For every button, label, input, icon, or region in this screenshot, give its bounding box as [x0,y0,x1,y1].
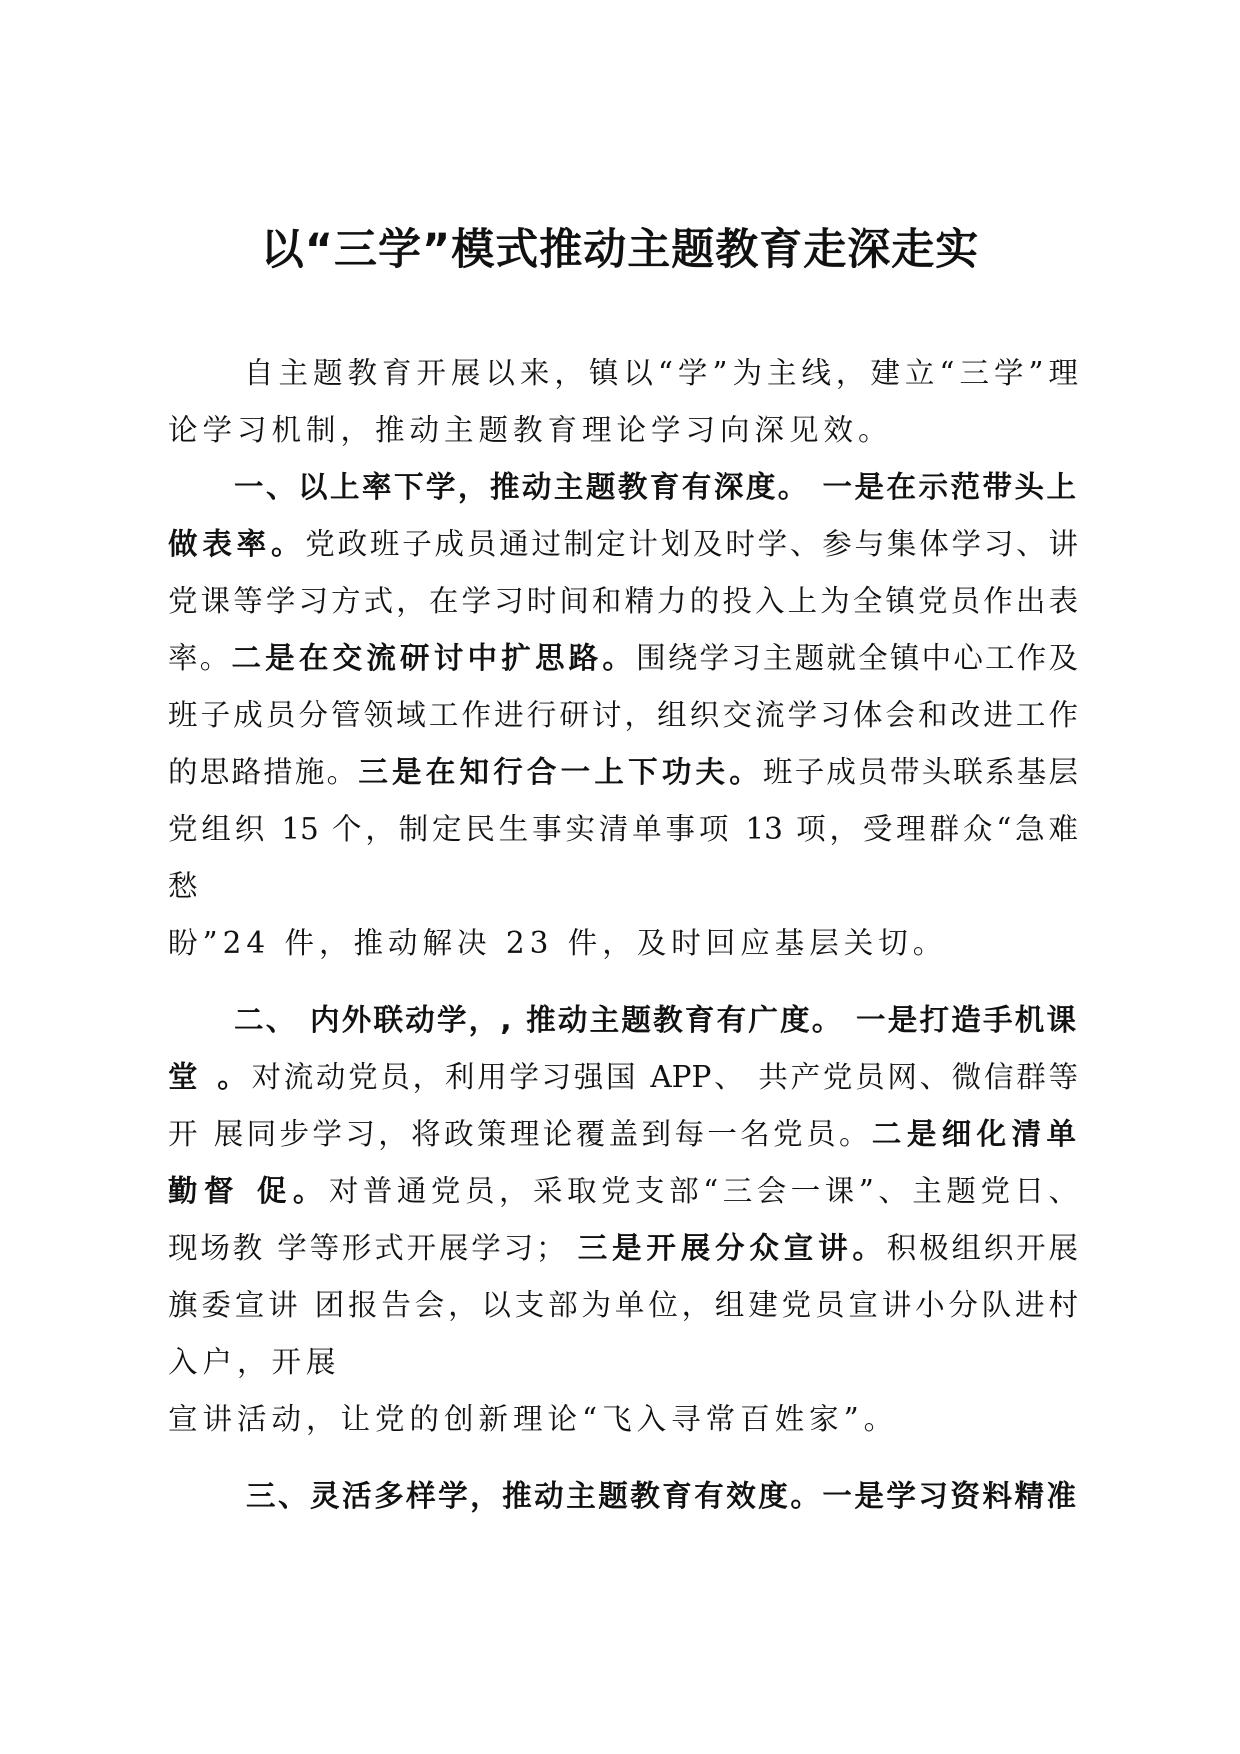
section2-subheading: 二是细化清单 [871,1117,1078,1151]
section1-text: 党课等学习方式，在学习时间和精力的投入上为全镇党员作出表 [168,584,1078,618]
section2-line-6 [168,1277,1078,1334]
section1-text: 党组织 15 个，制定民生事实清单事项 13 项，受理群众“急难 [168,812,1078,846]
section2-subheading: 堂 。 [168,1060,252,1094]
intro-line-1 [168,345,1078,402]
section1-line-6 [168,744,1078,801]
section2-text: 对流动党员，利用学习强国 APP、 共产党员网、微信群等 [251,1060,1078,1094]
section2-line-5 [168,1220,1078,1277]
section1-subheading: 三是在知行合一上下功夫。 [358,755,763,789]
section2-line-8 [168,1391,1078,1448]
section1-subheading: 一是在示范带头上 [809,470,1078,504]
section1-heading: 一、以上率下学，推动主题教育有深度。 [234,470,810,504]
section2-text: 入户，开展 [168,1345,341,1379]
intro-text: 论学习机制，推动主题教育理论学习向深见效。 [168,413,893,447]
document-body [168,345,1078,1525]
section1-line-2 [168,516,1078,573]
section2-text: 对普通党员，采取党支部“三会一课”、主题党日、 [328,1174,1078,1208]
section2-line-1 [168,992,1078,1049]
section1-line-7 [168,801,1078,858]
section3-line-1 [168,1468,1078,1525]
section1-text: 盼”24 件，推动解决 23 件，及时回应基层关切。 [168,926,948,960]
section2-subheading: 三是开展分众宣讲。 [577,1231,887,1265]
section2-subheading: 勤督 促。 [168,1174,329,1208]
section1-line-9 [168,915,1078,972]
intro-text: 自主题教育开展以来，镇以“学”为主线，建立“三学”理 [244,356,1078,390]
section2-heading: 二、 内外联动学，, 推动主题教育有广度。 [234,1003,844,1037]
section2-text: 旗委宣讲 团报告会，以支部为单位，组建党员宣讲小分队进村 [168,1288,1078,1322]
section1-text: 的思路措施。 [168,755,359,789]
section2-line-4 [168,1163,1078,1220]
section1-text: 愁 [168,869,203,903]
section3-heading: 三、灵活多样学，推动主题教育有效度。 [246,1479,823,1513]
section1-line-1 [168,459,1078,516]
section2-text: 积极组织开展 [886,1231,1078,1265]
section1-subheading: 二是在交流研讨中扩思路。 [231,641,637,675]
section1-text: 班子成员带头联系基层 [762,755,1078,789]
section2-text: 开 展同步学习，将政策理论覆盖到每一名党员。 [168,1117,872,1151]
section1-subheading: 做表率。 [168,527,306,561]
section1-text: 党政班子成员通过制定计划及时学、参与集体学习、讲 [305,527,1078,561]
section2-subheading: 一是打造手机课 [843,1003,1078,1037]
section1-line-4 [168,630,1078,687]
section1-text: 班子成员分管领域工作进行研讨，组织交流学习体会和改进工作 [168,698,1078,732]
paragraph-gap [168,1448,1078,1468]
paragraph-gap [168,972,1078,992]
section3-subheading: 一是学习资料精准 [822,1479,1078,1513]
section1-text: 围绕学习主题就全镇中心工作及 [636,641,1078,675]
document-title: 以“三学”模式推动主题教育走深走实 [260,225,980,275]
section2-line-2 [168,1049,1078,1106]
section2-line-3 [168,1106,1078,1163]
section1-line-3 [168,573,1078,630]
section2-text: 宣讲活动，让党的创新理论“飞入寻常百姓家”。 [168,1402,899,1436]
section1-line-8 [168,858,1078,915]
section2-text: 现场教 学等形式开展学习； [168,1231,578,1265]
section1-text: 率。 [168,641,232,675]
section2-line-7 [168,1334,1078,1391]
intro-line-2 [168,402,1078,459]
section1-line-5 [168,687,1078,744]
